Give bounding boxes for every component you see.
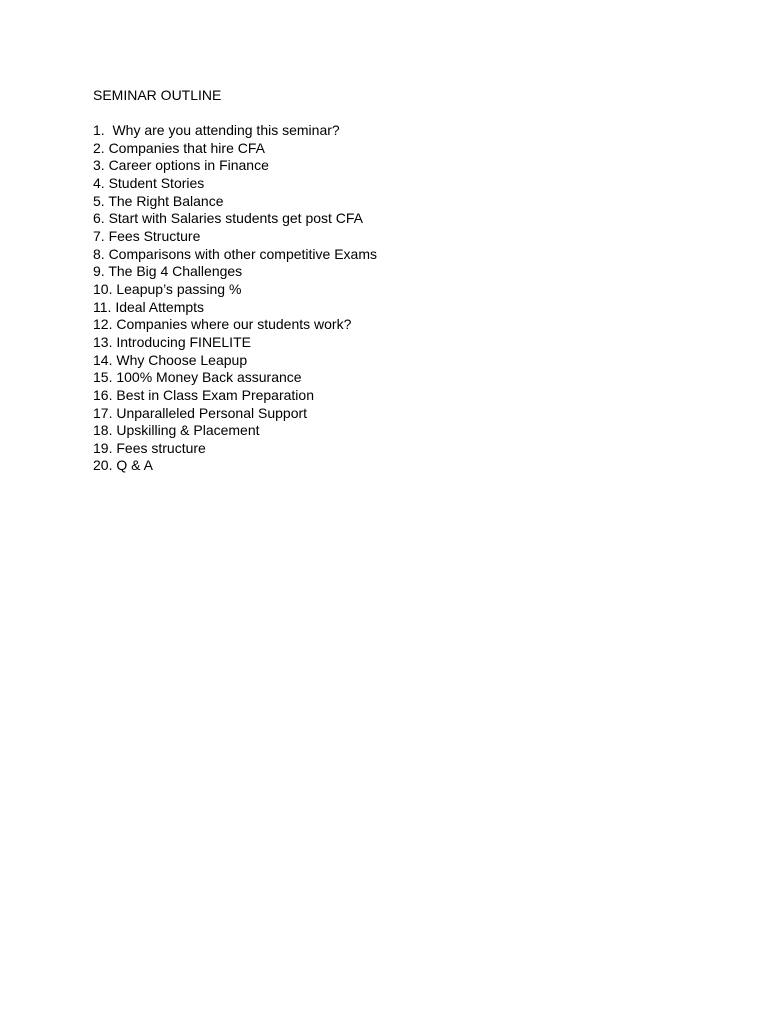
outline-item: 6. Start with Salaries students get post CFA xyxy=(93,210,364,227)
document-title: SEMINAR OUTLINE xyxy=(93,87,222,103)
outline-item: 4. Student Stories xyxy=(93,174,205,191)
outline-item: 10. Leapup’s passing % xyxy=(93,280,242,297)
outline-item: 11. Ideal Attempts xyxy=(93,298,205,315)
seminar-outline-list xyxy=(93,122,377,475)
outline-item: 16. Best in Class Exam Preparation xyxy=(93,386,314,403)
outline-item: 3. Career options in Finance xyxy=(93,157,269,174)
outline-item: 5. The Right Balance xyxy=(93,192,224,209)
outline-item: 19. Fees structure xyxy=(93,439,206,456)
outline-item: 18. Upskilling & Placement xyxy=(93,422,260,439)
outline-item: 8. Comparisons with other competitive Exams xyxy=(93,245,377,262)
outline-item: 2. Companies that hire CFA xyxy=(93,139,265,156)
outline-item: 9. The Big 4 Challenges xyxy=(93,263,243,280)
outline-item: 15. 100% Money Back assurance xyxy=(93,369,302,386)
outline-item: 17. Unparalleled Personal Support xyxy=(93,404,308,421)
outline-item: 13. Introducing FINELITE xyxy=(93,333,251,350)
outline-item: 14. Why Choose Leapup xyxy=(93,351,248,368)
outline-item: 12. Companies where our students work? xyxy=(93,316,352,333)
outline-item: 7. Fees Structure xyxy=(93,227,201,244)
outline-item: 20. Q & A xyxy=(93,457,153,474)
outline-item: 1. Why are you attending this seminar? xyxy=(93,122,340,138)
